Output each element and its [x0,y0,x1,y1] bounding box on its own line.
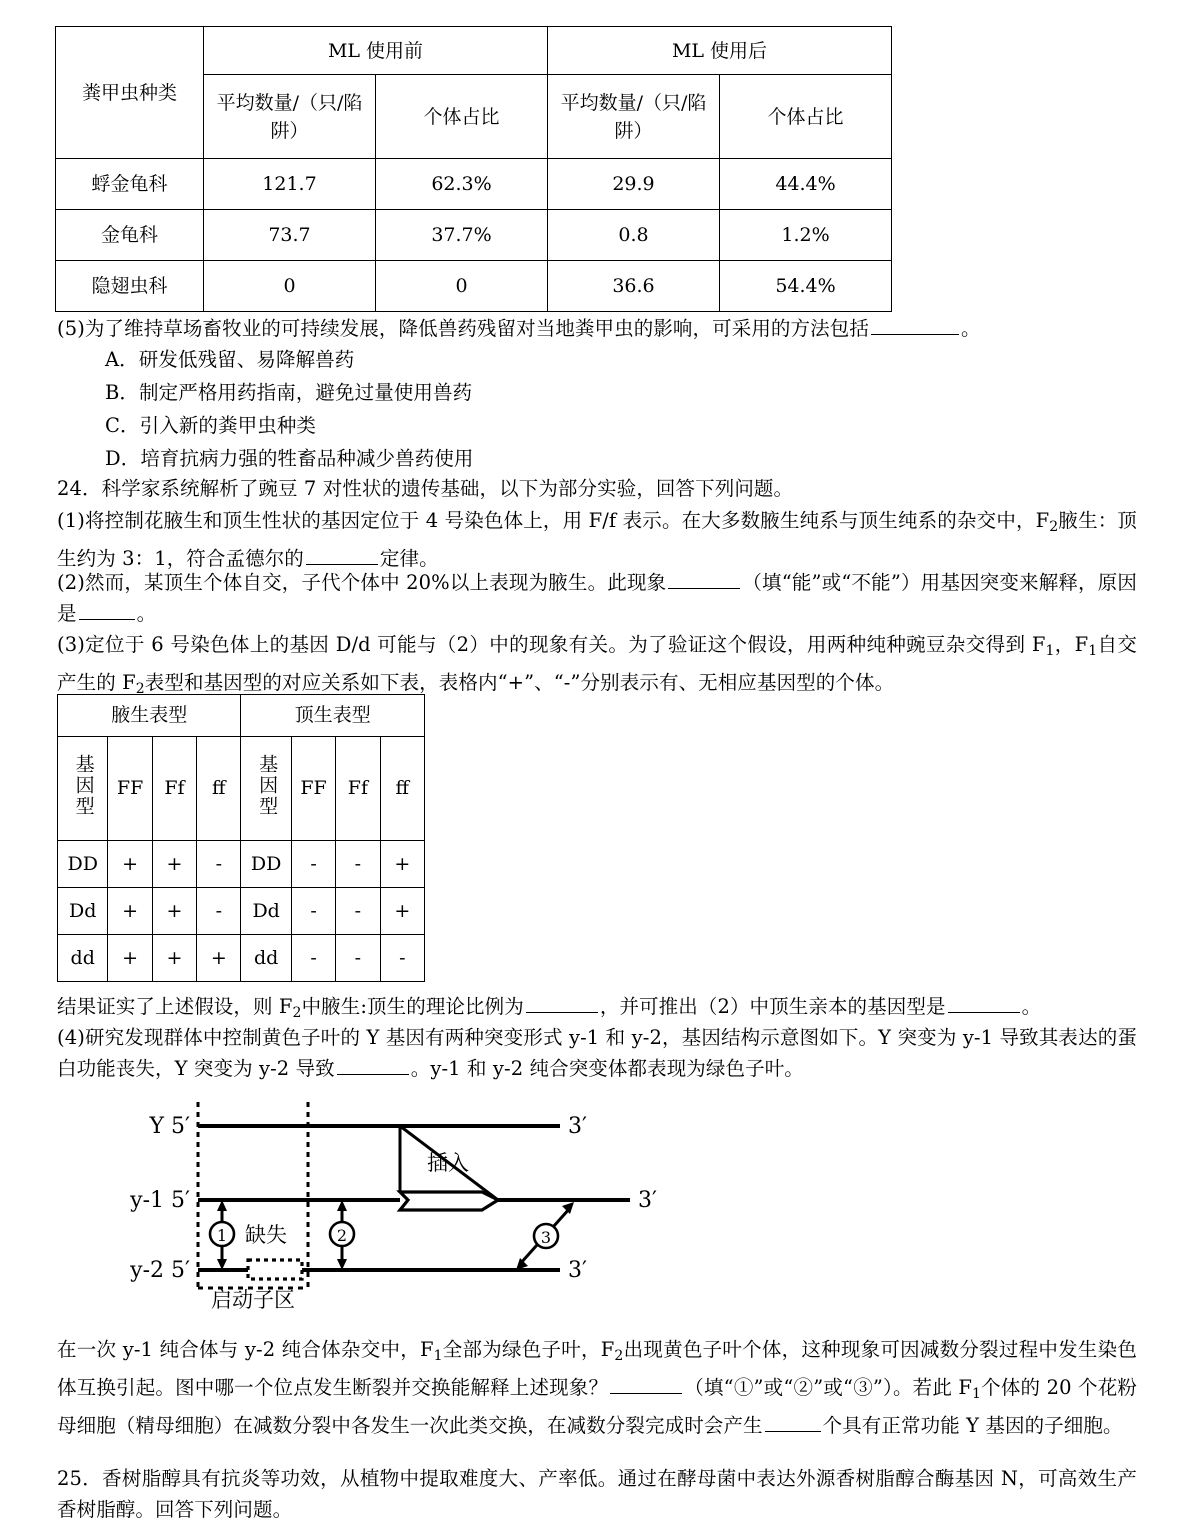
header-group-before: ML 使用前 [204,27,548,75]
concl-text-b: 中腋生:顶生的理论比例为 [301,995,524,1018]
cell-right-Ff: - [336,841,380,888]
q24p3-sub1: 1 [1045,642,1055,659]
cell-right-ff: + [380,888,424,935]
table-row [56,210,892,261]
question-25-stem: 25．香树脂醇具有抗炎等功效，从植物中提取难度大、产率低。通过在酵母菌中表达外源香树脂醇合酶基因 N，可高效生产香树脂醇。回答下列问题。 [57,1467,1137,1521]
question-24-part-4-followup [57,1334,1137,1441]
q24p1-sub: 2 [1049,518,1059,535]
cell-right-Ff: - [336,888,380,935]
genotype-header-row [58,695,425,737]
option-c: C．引入新的粪甲虫种类 [105,414,317,437]
cell-left-Ff: + [152,935,196,982]
cell-species: 隐翅虫科 [56,261,204,312]
cell-right-genotype: Dd [241,888,291,935]
cell-right-genotype: DD [241,841,291,888]
fig-text-b: 全部为绿色子叶，F [442,1338,615,1361]
q24p1-text-a: (1)将控制花腋生和顶生性状的基因定位于 4 号染色体上，用 F/f 表示。在大多数腋生纯系与顶生纯系的杂交中，F [57,509,1050,532]
fig-text-c: 出现黄色子叶个体，这种现象可因减数分裂过程中发生染色体互换引起。图中哪一个位点发生断裂并交换能解释上述现象？ [57,1338,1137,1399]
cell-count-before: 73.7 [204,210,376,261]
cell-right-ff: - [380,935,424,982]
subheader-left-ff: ff [197,737,241,841]
row-label-y1: y-1 5′ [130,1188,190,1213]
cell-right-ff: + [380,841,424,888]
q24p3-text-a: (3)定位于 6 号染色体上的基因 D/d 可能与（2）中的现象有关。为了验证这个假设，用两种纯种豌豆杂交得到 F [57,633,1046,656]
answer-blank[interactable] [79,602,135,620]
q24p2-text-c: 。 [136,602,157,625]
option-d: D．培育抗病力强的牲畜品种减少兽药使用 [105,447,474,470]
genotype-subheader-row [58,737,425,841]
marker-3-label: 3 [540,1228,552,1247]
cell-ratio-before: 62.3% [376,159,548,210]
question-24-stem: 24．科学家系统解析了豌豆 7 对性状的遗传基础，以下为部分实验，回答下列问题。 [57,477,794,500]
cell-left-FF: + [108,841,152,888]
concl-sub: 2 [292,1004,302,1021]
insertion-label: 插入 [427,1151,469,1175]
marker-2-label: 2 [336,1226,348,1245]
fig-text-e: 个体的 20 个花粉母细胞（精母细胞）在减数分裂中各发生一次此类交换，在减数分裂完成时会产生 [57,1375,1137,1437]
question-24-part-2 [57,567,1137,629]
cell-count-after: 36.6 [548,261,720,312]
q24p3-sub2: 1 [1088,642,1098,659]
cell-left-genotype: DD [58,841,108,888]
cell-species: 蜉金龟科 [56,159,204,210]
dung-beetle-table-container [55,26,891,312]
cell-ratio-after: 54.4% [720,261,892,312]
subheader-ratio-before: 个体占比 [376,75,548,159]
fig-sub2: 2 [614,1347,624,1364]
option-b: B．制定严格用药指南，避免过量使用兽药 [105,381,473,404]
cell-left-ff: - [197,841,241,888]
genotype-label-left: 基因型 [72,753,95,817]
cell-left-ff: + [197,935,241,982]
genotype-table-container [57,694,425,982]
subheader-right-ff: ff [380,737,424,841]
fig-text-a: 在一次 y-1 纯合体与 y-2 纯合体杂交中，F [57,1338,434,1361]
answer-blank[interactable] [306,547,378,565]
subheader-genotype-right [241,737,291,841]
table-row [56,159,892,210]
fig-text-d: （填“①”或“②”或“③”）。若此 F [684,1375,973,1399]
cell-right-FF: - [291,841,335,888]
cell-right-genotype: dd [241,935,291,982]
header-terminal-phenotype: 顶生表型 [241,695,425,737]
q24p2-text-b: （填“能”或“不能”）用基因突变来解释，原因是 [57,571,1138,625]
answer-blank[interactable] [948,995,1020,1013]
end-label-y2: 3′ [568,1258,587,1283]
q24p2-text-a: (2)然而，某顶生个体自交，子代个体中 20%以上表现为腋生。此现象 [57,571,667,594]
option-a: A．研发低残留、易降解兽药 [105,348,355,371]
table-row [56,261,892,312]
subheader-right-Ff: Ff [336,737,380,841]
header-axillary-phenotype: 腋生表型 [58,695,241,737]
cell-species: 金龟科 [56,210,204,261]
q24p3-sub3: 2 [135,680,145,697]
subheader-count-after: 平均数量/（只/陷阱） [548,75,720,159]
fig-text-f: 个具有正常功能 Y 基因的子细胞。 [822,1413,1123,1437]
subheader-count-before: 平均数量/（只/陷阱） [204,75,376,159]
subheader-right-FF: FF [291,737,335,841]
deletion-label: 缺失 [245,1223,287,1247]
answer-blank[interactable] [765,1414,821,1432]
end-label-y1: 3′ [638,1188,657,1213]
insertion-ribbon [400,1192,498,1210]
q24p4-text-b: 。y-1 和 y-2 纯合突变体都表现为绿色子叶。 [410,1057,804,1080]
cell-left-genotype: dd [58,935,108,982]
cell-right-FF: - [291,888,335,935]
question-24-part-1 [57,505,1137,574]
dung-beetle-table [55,26,892,312]
subheader-genotype-left [58,737,108,841]
cell-right-FF: - [291,935,335,982]
promoter-label: 启动子区 [211,1288,295,1312]
q24p4-text-a: (4)研究发现群体中控制黄色子叶的 Y 基因有两种突变形式 y-1 和 y-2，基因结构示意图如下。Y 突变为 y-1 导致其表达的蛋白功能丧失，Y 突变为 y-2 导致 [57,1026,1137,1080]
concl-text-d: 。 [1021,995,1042,1018]
cell-count-after: 29.9 [548,159,720,210]
fig-sub1: 1 [433,1347,443,1364]
q5-stem-end: 。 [960,317,981,340]
concl-text-a: 结果证实了上述假设，则 F [57,995,293,1018]
answer-blank[interactable] [337,1057,409,1075]
cell-ratio-before: 37.7% [376,210,548,261]
cell-ratio-before: 0 [376,261,548,312]
cell-left-Ff: + [152,888,196,935]
cell-left-Ff: + [152,841,196,888]
subheader-ratio-after: 个体占比 [720,75,892,159]
table-header-row [56,27,892,75]
q24p1-text-b: 腋生：顶生约为 3：1，符合孟德尔的 [57,509,1138,570]
cell-left-genotype: Dd [58,888,108,935]
genotype-row [58,888,425,935]
genotype-table [57,694,425,982]
cell-ratio-after: 1.2% [720,210,892,261]
subheader-left-Ff: Ff [152,737,196,841]
cell-left-FF: + [108,888,152,935]
q5-stem-text: (5)为了维持草场畜牧业的可持续发展，降低兽药残留对当地粪甲虫的影响，可采用的方法包括 [57,317,869,340]
answer-blank[interactable] [610,1376,682,1394]
marker-1-label: 1 [216,1226,228,1245]
fig-sub3: 1 [972,1385,982,1402]
cell-left-FF: + [108,935,152,982]
q24p1-text-c: 定律。 [379,546,439,570]
cell-left-ff: - [197,888,241,935]
cell-ratio-after: 44.4% [720,159,892,210]
subheader-left-FF: FF [108,737,152,841]
cell-count-before: 121.7 [204,159,376,210]
header-group-after: ML 使用后 [548,27,892,75]
cell-count-before: 0 [204,261,376,312]
cell-right-Ff: - [336,935,380,982]
answer-blank[interactable] [526,995,598,1013]
gene-structure-diagram [70,1098,690,1313]
q24p3-text-d: 表型和基因型的对应关系如下表，表格内“+”、“-”分别表示有、无相应基因型的个体。 [144,670,895,694]
header-species: 粪甲虫种类 [56,27,204,159]
row-label-y2: y-2 5′ [130,1258,190,1283]
row-label-Y: Y 5′ [149,1114,190,1139]
genotype-label-right: 基因型 [256,753,279,817]
end-label-Y: 3′ [568,1114,587,1139]
deletion-box [248,1260,302,1279]
q24p3-text-b: ，F [1054,633,1089,656]
genotype-row [58,935,425,982]
concl-text-c: ，并可推出（2）中顶生亲本的基因型是 [599,995,946,1018]
question-24-part-4 [57,1022,1137,1084]
question-5-stem [57,313,1057,344]
q24p3-text-c: 自交产生的 F [57,633,1138,694]
cell-count-after: 0.8 [548,210,720,261]
genotype-row [58,841,425,888]
answer-blank[interactable] [668,571,740,589]
answer-blank[interactable] [871,317,959,335]
